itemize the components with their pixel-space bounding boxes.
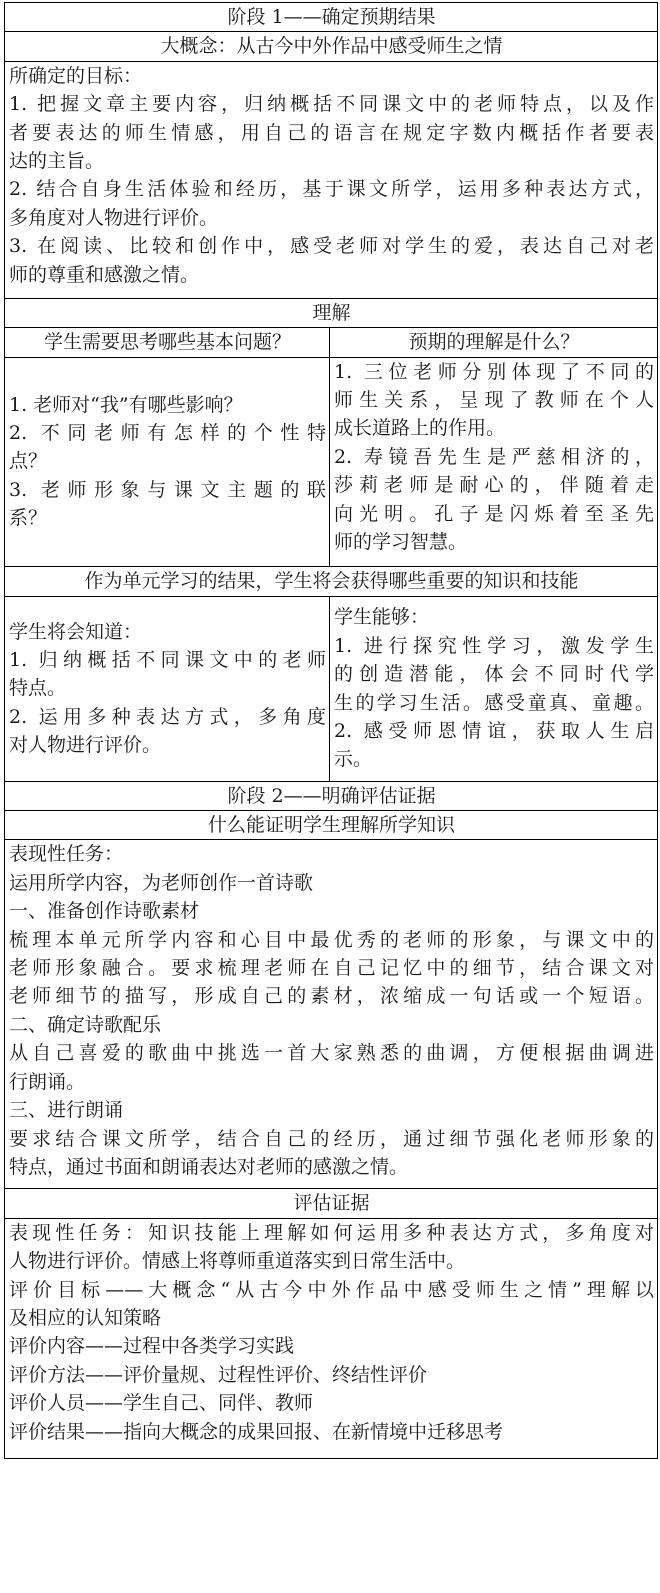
expected-header: 预期的理解是什么？ xyxy=(330,328,658,357)
questions-cell xyxy=(5,357,330,566)
expected-line: 1. 三位老师分别体现了不同的 xyxy=(334,360,655,383)
lesson-design-table xyxy=(4,2,658,1459)
goal-line: 者要表达的师生情感，用自己的语言在规定字数内概括作者要表 xyxy=(9,121,655,144)
evidence-cell xyxy=(5,1218,658,1458)
task-line: 三、进行朗诵 xyxy=(9,1099,124,1122)
evidence-line: 人物进行评价。情感上将尊师重道落实到日常生活中。 xyxy=(9,1250,466,1273)
evidence-line: 评价内容——过程中各类学习实践 xyxy=(9,1335,295,1358)
task-line: 要求结合课文所学，结合自己的经历，通过细节强化老师形象的 xyxy=(9,1127,655,1150)
task-line: 老师形象融合。要求梳理老师在自己记忆中的细节，结合课文对 xyxy=(9,957,655,980)
evidence-line: 表现性任务：知识技能上理解如何运用多种表达方式，多角度对 xyxy=(9,1221,655,1244)
task-line: 老师细节的描写，形成自己的素材，浓缩成一句话或一个短语。 xyxy=(9,985,655,1008)
goal-line: 2. 结合自身生活体验和经历，基于课文所学，运用多种表达方式， xyxy=(9,178,655,201)
know-cell xyxy=(5,596,330,781)
goal-line: 师的尊重和感激之情。 xyxy=(9,263,200,286)
able-line: 的创造潜能，体会不同时代学 xyxy=(334,663,655,686)
evidence-line: 评价人员——学生自己、同伴、教师 xyxy=(9,1392,314,1415)
evidence-line: 评价方法——评价量规、过程性评价、终结性评价 xyxy=(9,1363,428,1386)
stage2-subtitle: 什么能证明学生理解所学知识 xyxy=(5,811,658,840)
big-concept: 大概念：从古今中外作品中感受师生之情 xyxy=(5,32,658,61)
goals-cell xyxy=(5,61,658,298)
questions-header: 学生需要思考哪些基本问题？ xyxy=(5,328,330,357)
know-line: 2. 运用多种表达方式，多角度 xyxy=(9,705,326,728)
able-line: 生的学习生活。感受童真、童趣。 xyxy=(334,691,655,714)
question-line: 点？ xyxy=(9,450,48,473)
task-line: 一、准备创作诗歌素材 xyxy=(9,900,200,923)
able-line: 示。 xyxy=(334,748,373,771)
able-cell xyxy=(330,596,658,781)
know-line: 1. 归纳概括不同课文中的老师 xyxy=(9,649,326,672)
question-line: 系？ xyxy=(9,507,48,530)
expected-line: 成长道路上的作用。 xyxy=(334,417,506,440)
goal-line: 多角度对人物进行评价。 xyxy=(9,206,219,229)
evidence-line: 评价目标——大概念“从古今中外作品中感受师生之情”理解以 xyxy=(9,1278,655,1301)
goal-line: 1. 把握文章主要内容，归纳概括不同课文中的老师特点，以及作 xyxy=(9,93,655,116)
know-line: 学生将会知道： xyxy=(9,620,143,643)
expected-line: 师生关系，呈现了教师在个人 xyxy=(334,389,655,412)
able-line: 学生能够： xyxy=(334,606,430,629)
task-line: 表现性任务： xyxy=(9,843,124,866)
evidence-line: 及相应的认知策略 xyxy=(9,1307,162,1330)
expected-line: 2. 寿镜吾先生是严慈相济的， xyxy=(334,445,655,468)
evidence-title: 评估证据 xyxy=(5,1189,658,1218)
performance-task-cell xyxy=(5,840,658,1189)
goals-heading: 所确定的目标： xyxy=(9,64,143,87)
expected-line: 师的学习智慧。 xyxy=(334,531,468,554)
task-line: 从自己喜爱的歌曲中挑选一首大家熟悉的曲调，方便根据曲调进 xyxy=(9,1042,655,1065)
task-line: 特点，通过书面和朗诵表达对老师的感激之情。 xyxy=(9,1155,409,1178)
able-line: 1. 进行探究性学习，激发学生 xyxy=(334,634,655,657)
goal-line: 达的主旨。 xyxy=(9,150,105,173)
goal-line: 3. 在阅读、比较和创作中，感受老师对学生的爱，表达自己对老 xyxy=(9,235,655,258)
task-line: 梳理本单元所学内容和心目中最优秀的老师的形象，与课文中的 xyxy=(9,928,655,951)
stage1-title: 阶段 1——确定预期结果 xyxy=(5,3,658,32)
know-line: 特点。 xyxy=(9,677,67,700)
expected-cell xyxy=(330,357,658,566)
expected-line: 向光明。孔子是闪烁着至圣先 xyxy=(334,502,655,525)
question-line: 1. 老师对“我”有哪些影响？ xyxy=(9,393,243,416)
question-line: 3. 老师形象与课文主题的联 xyxy=(9,478,326,501)
evidence-line: 评价结果——指向大概念的成果回报、在新情境中迁移思考 xyxy=(9,1420,504,1443)
expected-line: 莎莉老师是耐心的，伴随着走 xyxy=(334,474,655,497)
know-line: 对人物进行评价。 xyxy=(9,734,162,757)
task-line: 二、确定诗歌配乐 xyxy=(9,1013,162,1036)
stage2-title: 阶段 2——明确评估证据 xyxy=(5,781,658,810)
question-line: 2. 不同老师有怎样的个性特 xyxy=(9,422,326,445)
understanding-title: 理解 xyxy=(5,298,658,327)
able-line: 2. 感受师恩情谊，获取人生启 xyxy=(334,720,655,743)
task-line: 运用所学内容，为老师创作一首诗歌 xyxy=(9,871,314,894)
task-line: 行朗诵。 xyxy=(9,1070,86,1093)
results-title: 作为单元学习的结果，学生将会获得哪些重要的知识和技能 xyxy=(5,566,658,596)
